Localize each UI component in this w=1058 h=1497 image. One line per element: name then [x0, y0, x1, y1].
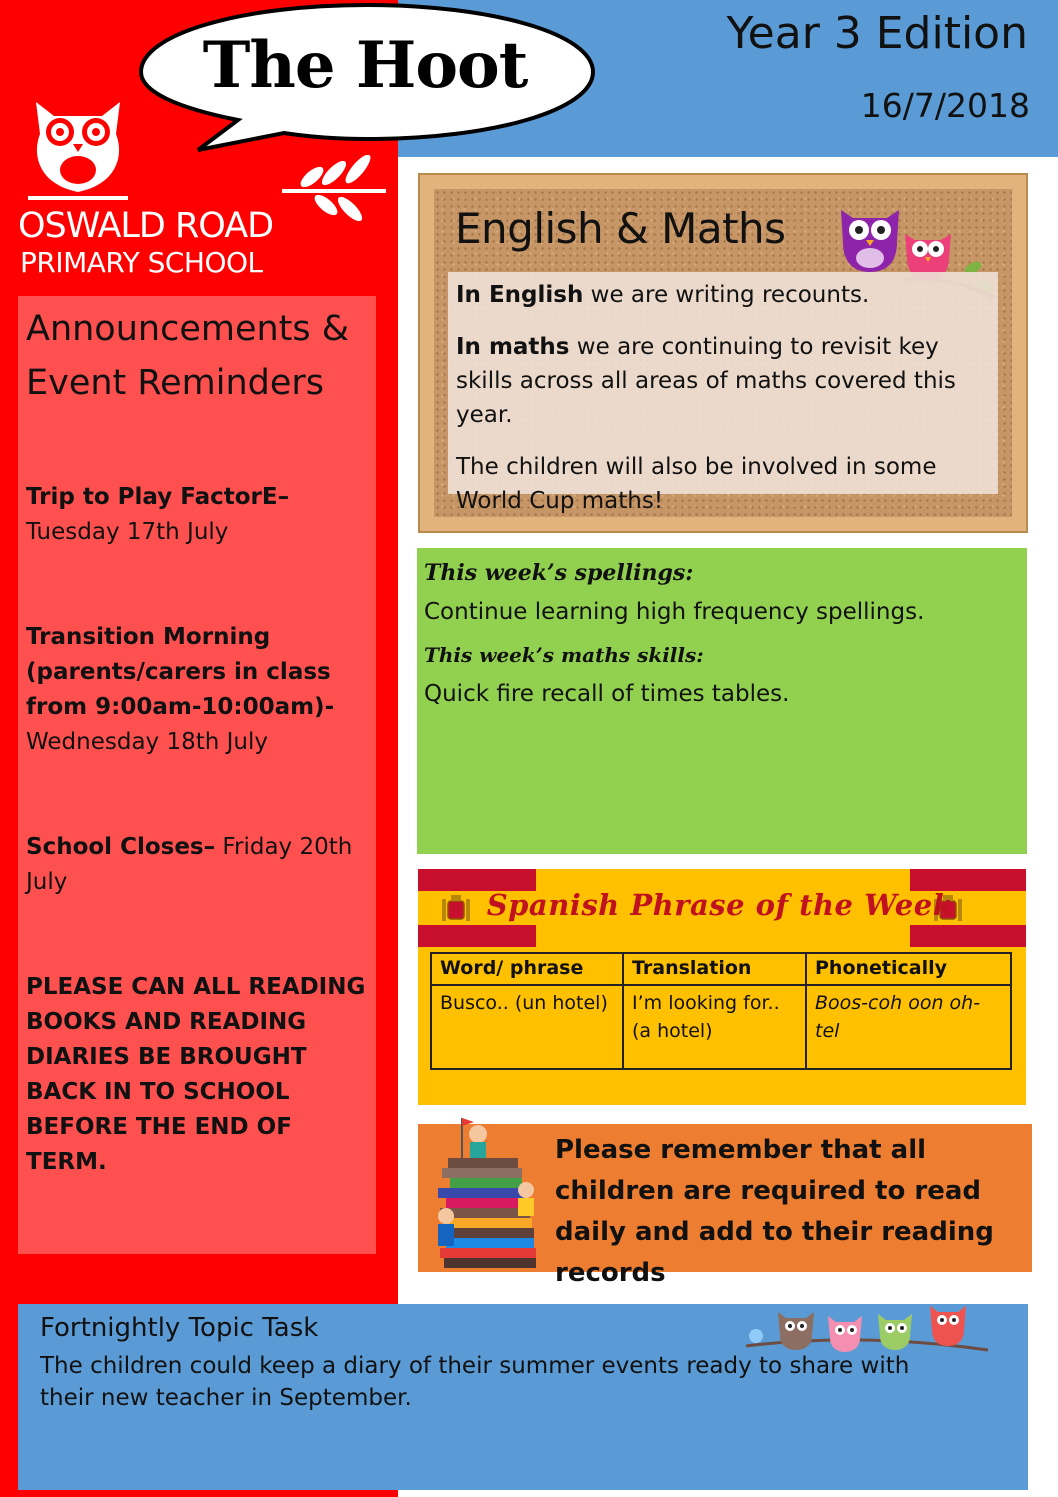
table-row — [431, 985, 1011, 1069]
english-maths-note — [448, 272, 998, 514]
transition-reminder: Transition Morning (parents/carers in class from 9:00am-10:00am)- Wednesday 18th July — [26, 624, 335, 755]
topic-text: The children could keep a diary of their summer events ready to share with their new teacher in September. — [40, 1353, 910, 1411]
owls-on-branch-icon — [742, 1302, 992, 1354]
maths-skills-text: Quick fire recall of times tables. — [424, 681, 790, 707]
leaf-branch-icon — [282, 155, 386, 221]
issue-date: 16/7/2018 — [860, 86, 1030, 125]
column-header: Word/ phrase — [431, 953, 623, 985]
english-maths-title: English & Maths — [455, 204, 786, 253]
weekly-panel — [417, 548, 1027, 854]
english-line: In English we are writing recounts. — [456, 282, 870, 308]
table-cell: Boos-coh oon oh-tel — [806, 985, 1011, 1069]
table-header-row — [431, 953, 1011, 985]
edition-label: Year 3 Edition — [726, 8, 1028, 59]
column-header: Phonetically — [806, 953, 1011, 985]
newsletter-title: The Hoot — [202, 28, 528, 103]
reading-books-notice: PLEASE CAN ALL READING BOOKS AND READING DIARIES BE BROUGHT BACK IN TO SCHOOL BEFORE THE END OF TERM. — [26, 974, 366, 1175]
table-cell: Busco.. (un hotel) — [431, 985, 623, 1069]
book-stack-icon — [428, 1112, 548, 1278]
topic-title: Fortnightly Topic Task — [40, 1313, 319, 1343]
world-cup-line: The children will also be involved in some World Cup maths! — [456, 454, 937, 514]
owl-logo-icon — [28, 94, 128, 202]
spanish-table — [430, 952, 1012, 1070]
announcements-title: Announcements & Event Reminders — [26, 309, 350, 403]
reading-reminder: Please remember that all children are required to read daily and add to their reading records — [555, 1135, 994, 1288]
maths-skills-heading: This week’s maths skills: — [424, 643, 704, 667]
maths-line: In maths we are continuing to revisit key skills across all areas of maths covered this year. — [456, 334, 956, 428]
announcements-panel — [18, 296, 376, 1254]
spellings-heading: This week’s spellings: — [424, 560, 694, 586]
flag-stripe-bottom-right — [910, 925, 1026, 947]
column-header: Translation — [623, 953, 806, 985]
school-closes-reminder: School Closes– Friday 20th July — [26, 834, 353, 895]
school-name-line1: OSWALD ROAD — [18, 206, 274, 246]
spellings-text: Continue learning high frequency spellings. — [424, 599, 925, 625]
table-cell: I’m looking for.. (a hotel) — [623, 985, 806, 1069]
school-name-line2: PRIMARY SCHOOL — [20, 246, 263, 279]
spanish-title: Spanish Phrase of the Week — [486, 888, 954, 922]
trip-reminder: Trip to Play FactorE– Tuesday 17th July — [26, 484, 290, 545]
flag-stripe-bottom-left — [418, 925, 536, 947]
